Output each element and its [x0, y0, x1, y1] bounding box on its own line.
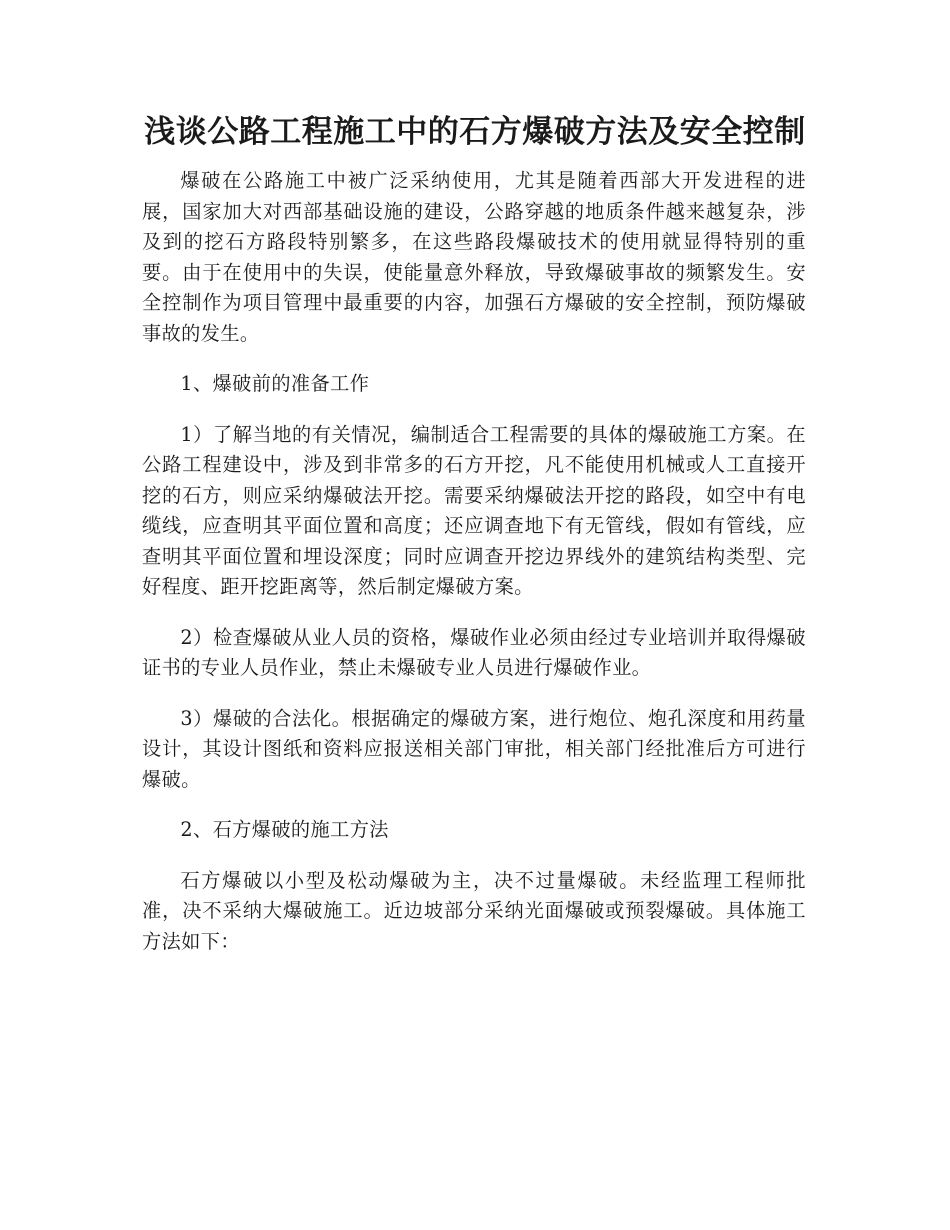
paragraph-prep-3: 3）爆破的合法化。根据确定的爆破方案，进行炮位、炮孔深度和用药量设计，其设计图纸和资料应报送相关部门审批，相关部门经批准后方可进行爆破。 [142, 706, 806, 791]
paragraph-method: 石方爆破以小型及松动爆破为主，决不过量爆破。未经监理工程师批准，决不采纳大爆破施工。近边坡部分采纳光面爆破或预裂爆破。具体施工方法如下： [142, 868, 806, 953]
section-heading-1: 1、爆破前的准备工作 [180, 372, 370, 395]
document-body [142, 166, 806, 957]
paragraph-prep-1: 1）了解当地的有关情况，编制适合工程需要的具体的爆破施工方案。在公路工程建设中，涉及到非常多的石方开挖，凡不能使用机械或人工直接开挖的石方，则应采纳爆破法开挖。需要采纳爆破法开挖的路段，如空中有电缆线，应查明其平面位置和高度；还应调查地下有无管线，假如有管线，应查明其平面位置和埋设深度；同时应调查开挖边界线外的建筑结构类型、完好程度、距开挖距离等，然后制定爆破方案。 [142, 422, 806, 598]
section-heading-2: 2、石方爆破的施工方法 [180, 818, 389, 841]
paragraph-intro: 爆破在公路施工中被广泛采纳使用，尤其是随着西部大开发进程的进展，国家加大对西部基础设施的建设，公路穿越的地质条件越来越复杂，涉及到的挖石方路段特别繁多，在这些路段爆破技术的使用就显得特别的重要。由于在使用中的失误，使能量意外释放，导致爆破事故的频繁发生。安全控制作为项目管理中最重要的内容，加强石方爆破的安全控制，预防爆破事故的发生。 [142, 169, 806, 345]
document-title: 浅谈公路工程施工中的石方爆破方法及安全控制 [144, 114, 806, 150]
paragraph-prep-2: 2）检查爆破从业人员的资格，爆破作业必须由经过专业培训并取得爆破证书的专业人员作业，禁止未爆破专业人员进行爆破作业。 [142, 625, 806, 679]
